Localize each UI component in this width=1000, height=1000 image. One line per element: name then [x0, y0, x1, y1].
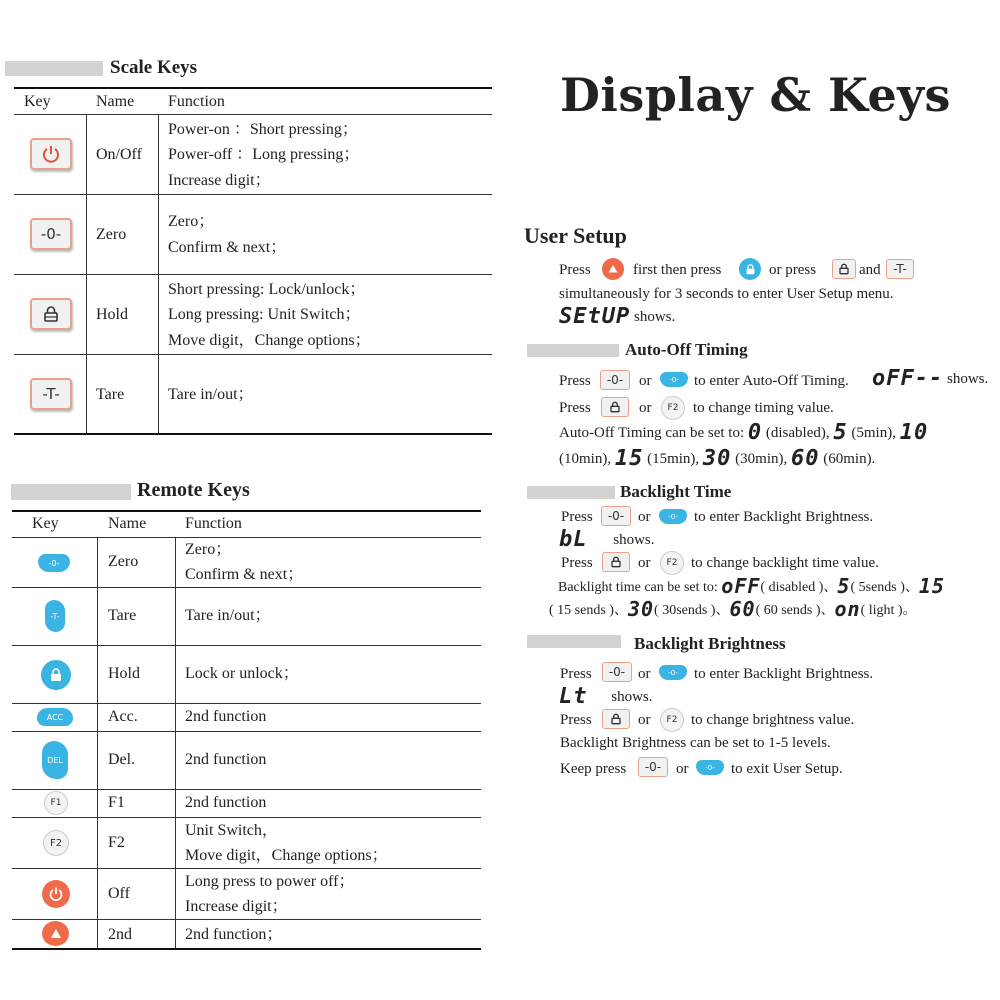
key-name: Hold	[108, 665, 140, 682]
backlight-options-line1	[558, 576, 945, 598]
col-header-name: Name	[96, 93, 135, 110]
function-line: Move digit，Change options；	[185, 847, 388, 864]
function-line: Confirm & next；	[168, 239, 287, 256]
text: or	[638, 509, 651, 525]
function-line: Confirm & next；	[185, 566, 304, 583]
backlight-options-line2	[549, 599, 917, 621]
lt-display-line	[559, 684, 653, 709]
text: Backlight time can be set to:	[558, 580, 718, 595]
lcd-display: Lt	[559, 684, 588, 709]
section-bar	[527, 344, 619, 357]
function-line: Zero；	[168, 213, 215, 230]
section-bar	[527, 635, 621, 648]
text: (60min).	[823, 451, 876, 467]
zero-key-icon: -0-	[601, 506, 631, 526]
function-line: Short pressing: Lock/unlock；	[168, 281, 366, 298]
text: (15min),	[647, 451, 700, 467]
bl-display-line	[559, 527, 655, 552]
auto-off-options-line1	[559, 420, 929, 445]
key-name: Acc.	[108, 708, 138, 725]
table-rule	[12, 948, 481, 950]
text: Keep press	[560, 761, 627, 777]
text: or press	[769, 262, 817, 278]
function-line: 2nd function	[185, 751, 267, 768]
lcd-display: 30	[702, 446, 732, 471]
text: shows.	[633, 309, 676, 325]
function-line: 2nd function	[185, 708, 267, 725]
power-icon	[30, 138, 72, 170]
remote-acc-icon: ACC	[37, 708, 73, 726]
remote-off-icon	[42, 880, 70, 908]
second-function-icon	[602, 258, 624, 280]
text: to change backlight time value.	[691, 555, 879, 571]
function-line: Increase digit；	[185, 898, 288, 915]
function-line: 2nd function	[185, 794, 267, 811]
text: ( 30sends )、	[654, 603, 730, 618]
col-header-function: Function	[185, 515, 242, 532]
user-setup-title: User Setup	[524, 223, 627, 248]
text: Press	[560, 666, 592, 682]
lcd-display: SEtUP	[559, 304, 631, 329]
lock-icon	[602, 709, 630, 729]
text: and	[859, 262, 881, 278]
text: first then press	[633, 262, 722, 278]
table-rule	[14, 87, 492, 89]
text: ( light )。	[860, 603, 917, 618]
text: to exit User Setup.	[731, 761, 843, 777]
text: Press	[561, 509, 593, 525]
lcd-display: 10	[899, 420, 929, 445]
zero-key-icon: -0-	[602, 662, 632, 682]
auto-off-options-line2	[559, 446, 876, 471]
table-rule	[12, 537, 481, 538]
function-line: Long pressing: Unit Switch；	[168, 306, 361, 323]
backlight-brightness-title: Backlight Brightness	[634, 634, 786, 653]
lock-icon	[602, 552, 630, 572]
remote-keys-title: Remote Keys	[137, 479, 250, 501]
lcd-display: 0	[747, 420, 763, 445]
zero-key-icon: -0-	[638, 757, 668, 777]
table-rule	[12, 510, 481, 512]
text: ( 5sends )、	[850, 580, 919, 595]
text: Press	[560, 712, 592, 728]
key-name: Off	[108, 885, 130, 902]
function-line: Lock or unlock；	[185, 665, 299, 682]
remote-hold-icon	[739, 258, 761, 280]
zero-key-icon: -0-	[600, 370, 630, 390]
function-line: Move digit，Change options；	[168, 332, 371, 349]
lcd-display: bL	[559, 527, 588, 552]
text: Press	[561, 555, 593, 571]
lcd-display: on	[834, 597, 861, 621]
zero-key-icon: -0-	[30, 218, 72, 250]
lock-icon	[601, 397, 629, 417]
function-line: 2nd function；	[185, 926, 283, 943]
key-name: On/Off	[96, 146, 142, 163]
text: ( disabled )、	[760, 580, 838, 595]
table-rule	[158, 114, 159, 434]
lcd-display: 15	[918, 574, 945, 598]
text: to enter Backlight Brightness.	[694, 666, 874, 682]
scale-keys-title: Scale Keys	[110, 57, 198, 78]
key-name: Del.	[108, 751, 136, 768]
lcd-display: 60	[729, 597, 756, 621]
lock-icon	[832, 259, 856, 279]
text: ( 15 sends )、	[549, 603, 628, 618]
col-header-name: Name	[108, 515, 147, 532]
remote-hold-icon	[41, 660, 71, 690]
backlight-time-title: Backlight Time	[620, 482, 732, 501]
remote-zero-icon: -0-	[660, 372, 688, 387]
text: shows.	[613, 532, 655, 548]
section-bar	[5, 61, 103, 76]
key-name: Tare	[96, 386, 125, 403]
text: ( 60 sends )、	[755, 603, 835, 618]
function-line: Unit Switch，	[185, 822, 278, 839]
off-display-line	[872, 366, 989, 391]
text: or	[639, 373, 652, 389]
text: Backlight Brightness can be set to 1-5 levels.	[560, 735, 831, 751]
remote-zero-icon: -0-	[696, 760, 724, 775]
col-header-key: Key	[32, 515, 59, 532]
table-rule	[86, 114, 87, 434]
remote-f1-icon: F1	[44, 791, 68, 815]
remote-zero-icon: -0-	[659, 665, 687, 680]
text: or	[639, 400, 652, 416]
text: shows.	[611, 689, 653, 705]
lcd-display: 30	[627, 597, 655, 621]
remote-del-icon: DEL	[42, 741, 68, 779]
col-header-function: Function	[168, 93, 225, 110]
table-rule	[175, 537, 176, 948]
lcd-display: 60	[790, 446, 820, 471]
remote-zero-icon: -0-	[38, 554, 70, 572]
tare-key-icon: -T-	[30, 378, 72, 410]
text: or	[676, 761, 689, 777]
remote-f2-icon: F2	[661, 396, 685, 420]
remote-f2-icon: F2	[660, 551, 684, 575]
function-line: Zero；	[185, 541, 232, 558]
lcd-display: oFF	[721, 574, 761, 598]
function-line: Power-on ：Short pressing；	[168, 121, 358, 138]
tare-key-icon: -T-	[886, 259, 914, 279]
key-name: 2nd	[108, 926, 132, 943]
text: to enter Auto-Off Timing.	[694, 373, 849, 389]
text: to change brightness value.	[691, 712, 855, 728]
text: to enter Backlight Brightness.	[694, 509, 874, 525]
key-name: F2	[108, 834, 125, 851]
remote-tare-icon: -T-	[45, 600, 65, 632]
remote-f2-icon: F2	[43, 830, 69, 856]
text: (5min),	[851, 425, 896, 441]
remote-f2-icon: F2	[660, 708, 684, 732]
function-line: Increase digit；	[168, 172, 271, 189]
table-rule	[12, 731, 481, 732]
text: or	[638, 666, 651, 682]
remote-2nd-icon	[42, 921, 69, 946]
function-line: Tare in/out；	[185, 607, 271, 624]
key-name: Tare	[108, 607, 137, 624]
key-name: F1	[108, 794, 125, 811]
text: Press	[559, 400, 591, 416]
page-title: Display & Keys	[560, 68, 951, 122]
section-bar	[11, 484, 131, 500]
function-line: Long press to power off；	[185, 873, 355, 890]
key-name: Hold	[96, 306, 128, 323]
remote-zero-icon: -0-	[659, 509, 687, 524]
lcd-display: 5	[833, 420, 848, 445]
text: (30min),	[735, 451, 788, 467]
key-name: Zero	[96, 226, 127, 243]
lcd-display: 5	[837, 574, 851, 598]
section-bar	[527, 486, 615, 499]
text: (disabled),	[765, 425, 830, 441]
text: to change timing value.	[693, 400, 834, 416]
lcd-display: oFF--	[872, 366, 944, 391]
key-name: Zero	[108, 553, 139, 570]
text: shows.	[946, 371, 989, 387]
text: Press	[559, 373, 591, 389]
table-rule	[97, 537, 98, 948]
text: Press	[559, 262, 591, 278]
auto-off-title: Auto-Off Timing	[625, 340, 748, 359]
lock-icon	[30, 298, 72, 330]
col-header-key: Key	[24, 93, 51, 110]
setup-display-line	[559, 304, 676, 329]
lcd-display: 15	[614, 446, 644, 471]
text: or	[638, 555, 651, 571]
text: (10min),	[559, 451, 612, 467]
text: simultaneously for 3 seconds to enter User Setup menu.	[559, 286, 894, 302]
table-rule	[12, 645, 481, 646]
function-line: Power-off ：Long pressing；	[168, 146, 360, 163]
function-line: Tare in/out；	[168, 386, 254, 403]
text: Auto-Off Timing can be set to:	[559, 425, 745, 441]
text: or	[638, 712, 651, 728]
